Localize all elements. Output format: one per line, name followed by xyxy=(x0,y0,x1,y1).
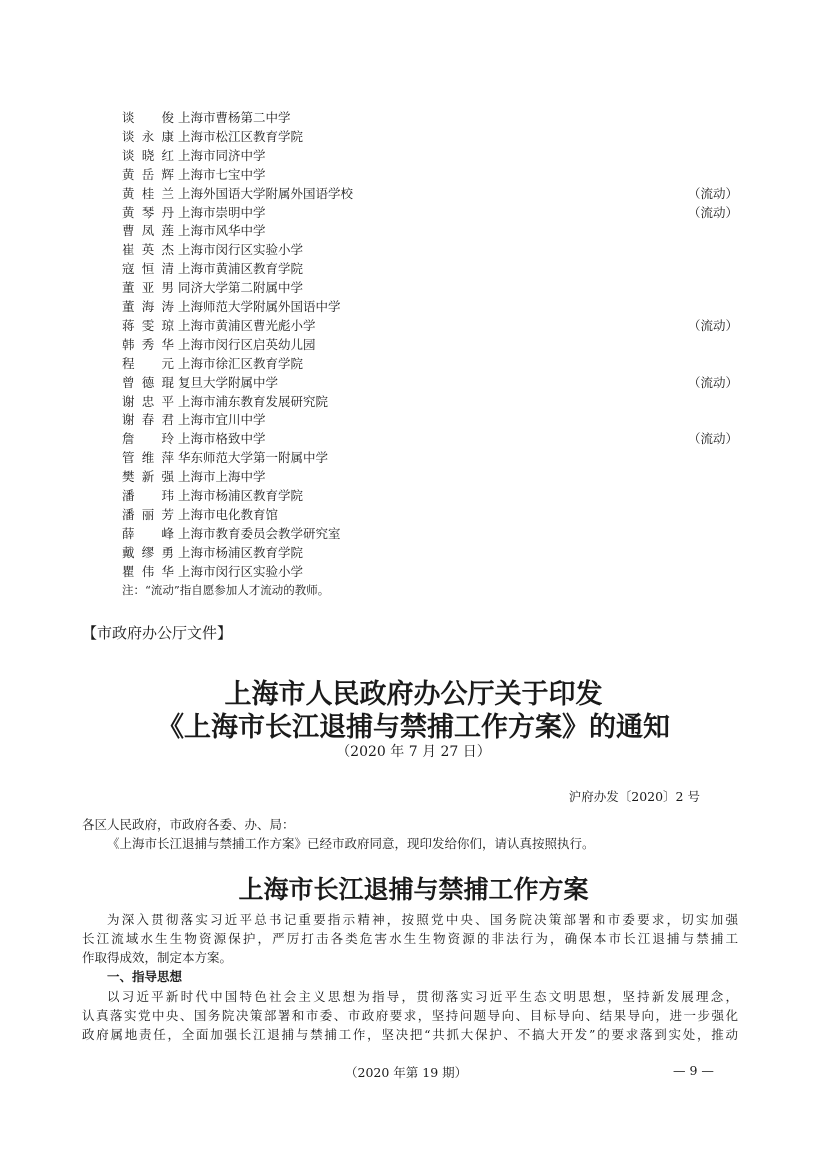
teacher-name: 黄岳辉 xyxy=(122,166,174,182)
school-name: 同济大学第二附属中学 xyxy=(178,280,304,296)
teacher-name: 黄桂兰 xyxy=(122,185,174,201)
school-name: 上海市杨浦区教育学院 xyxy=(178,544,304,560)
notice-title-line1: 上海市人民政府办公厅关于印发 xyxy=(224,679,603,710)
mobility-tag: （流动） xyxy=(687,185,738,201)
roster-row xyxy=(122,467,738,486)
roster-note: 注：“流动”指自愿参加人才流动的教师。 xyxy=(122,583,330,597)
roster-row xyxy=(122,429,738,448)
roster-row xyxy=(122,259,738,278)
para2-line: 认真落实党中央、国务院决策部署和市委、市政府要求，坚持问题导向、目标导向、结果导向，进一步强化 xyxy=(82,1008,738,1023)
para1-line: 作取得成效，制定本方案。 xyxy=(82,950,233,965)
roster-row xyxy=(122,240,738,259)
notice-date: （2020 年 7 月 27 日） xyxy=(336,744,491,760)
school-name: 上海市黄浦区教育学院 xyxy=(178,261,304,277)
teacher-name: 谢春君 xyxy=(122,412,174,428)
school-name: 上海市七宝中学 xyxy=(178,166,266,182)
para1-line: 为深入贯彻落实习近平总书记重要指示精神，按照党中央、国务院决策部署和市委要求，切实加强 xyxy=(107,912,738,927)
school-name: 上海市闵行区实验小学 xyxy=(178,242,304,258)
teacher-name: 谢忠平 xyxy=(122,393,174,409)
teacher-name: 程 元 xyxy=(122,355,174,371)
notice-body: 《上海市长江退捕与禁捕工作方案》已经市政府同意，现印发给你们，请认真按照执行。 xyxy=(107,836,595,851)
school-name: 上海市闵行区启英幼儿园 xyxy=(178,336,316,352)
teacher-name: 谈永康 xyxy=(122,128,174,144)
roster-row xyxy=(122,524,738,543)
school-name: 上海市电化教育馆 xyxy=(178,506,279,522)
teacher-name: 董海涛 xyxy=(122,299,174,314)
school-name: 上海外国语大学附属外国语学校 xyxy=(178,185,354,201)
teacher-name: 瞿伟华 xyxy=(122,563,174,579)
teacher-name: 詹 玲 xyxy=(122,431,174,447)
roster-row xyxy=(122,486,738,505)
section-label: 【市政府办公厅文件】 xyxy=(82,624,233,642)
mobility-tag: （流动） xyxy=(687,317,738,333)
footer-issue: （2020 年第 19 期） xyxy=(345,1065,468,1080)
heading-guiding-ideology: 一、指导思想 xyxy=(107,969,183,984)
salutation: 各区人民政府，市政府各委、办、局： xyxy=(82,817,295,832)
roster-row xyxy=(122,448,738,467)
roster-row xyxy=(122,505,738,524)
school-name: 上海市徐汇区教育学院 xyxy=(178,355,304,371)
roster-row xyxy=(122,165,738,184)
school-name: 上海师范大学附属外国语中学 xyxy=(178,299,341,314)
school-name: 上海市同济中学 xyxy=(178,147,266,163)
school-name: 上海市宜川中学 xyxy=(178,412,266,428)
school-name: 复旦大学附属中学 xyxy=(178,374,279,390)
roster-row xyxy=(122,108,738,127)
school-name: 上海市上海中学 xyxy=(178,469,266,485)
para2-line: 政府属地责任，全面加强长江退捕与禁捕工作，坚决把“共抓大保护、不搞大开发”的要求落到实处，推动 xyxy=(82,1027,738,1042)
teacher-name: 樊新强 xyxy=(122,469,174,485)
roster-row xyxy=(122,543,738,562)
teacher-name: 崔英杰 xyxy=(122,242,174,258)
roster-row xyxy=(122,335,738,354)
school-name: 上海市浦东教育发展研究院 xyxy=(178,393,329,409)
roster-row xyxy=(122,392,738,411)
teacher-name: 黄琴丹 xyxy=(122,204,174,220)
mobility-tag: （流动） xyxy=(687,431,738,447)
plan-title: 上海市长江退捕与禁捕工作方案 xyxy=(238,875,589,904)
para2-line: 以习近平新时代中国特色社会主义思想为指导，贯彻落实习近平生态文明思想，坚持新发展理念， xyxy=(107,989,738,1004)
teacher-name: 韩秀华 xyxy=(122,336,174,352)
roster-row xyxy=(122,203,738,222)
roster-row xyxy=(122,354,738,373)
mobility-tag: （流动） xyxy=(687,374,738,390)
teacher-name: 谈 俊 xyxy=(122,110,174,125)
school-name: 上海市闵行区实验小学 xyxy=(178,563,304,579)
school-name: 上海市教育委员会教学研究室 xyxy=(178,525,341,541)
teacher-name: 潘 玮 xyxy=(122,488,174,503)
school-name: 上海市风华中学 xyxy=(178,223,266,239)
document-number: 沪府办发〔2020〕2 号 xyxy=(568,789,700,804)
teacher-name: 薛 峰 xyxy=(122,525,174,541)
roster-row xyxy=(122,221,738,240)
teacher-name: 曹凤莲 xyxy=(122,223,174,239)
school-name: 上海市崇明中学 xyxy=(178,204,266,220)
notice-title-line2: 《上海市长江退捕与禁捕工作方案》的通知 xyxy=(157,712,670,743)
roster-row xyxy=(122,316,738,335)
roster-row xyxy=(122,297,738,316)
para1-line: 长江流域水生生物资源保护，严厉打击各类危害水生生物资源的非法行为，确保本市长江退捕与禁捕工 xyxy=(82,931,738,946)
page-number: — 9 — xyxy=(673,1063,714,1078)
roster-row xyxy=(122,373,738,392)
roster-row xyxy=(122,184,738,203)
roster-row xyxy=(122,562,738,581)
teacher-name: 管维萍 xyxy=(122,450,174,466)
school-name: 上海市曹杨第二中学 xyxy=(178,110,291,125)
school-name: 华东师范大学第一附属中学 xyxy=(178,450,329,466)
school-name: 上海市松江区教育学院 xyxy=(178,128,304,144)
teacher-name: 戴缪勇 xyxy=(122,544,174,560)
school-name: 上海市格致中学 xyxy=(178,431,266,447)
roster-row xyxy=(122,127,738,146)
school-name: 上海市黄浦区曹光彪小学 xyxy=(178,317,316,333)
mobility-tag: （流动） xyxy=(687,204,738,220)
teacher-name: 蒋雯琼 xyxy=(122,317,174,333)
teacher-name: 潘丽芳 xyxy=(122,506,174,522)
teacher-name: 董亚男 xyxy=(122,280,174,296)
teacher-name: 寇恒清 xyxy=(122,261,174,277)
teacher-name: 曾德琨 xyxy=(122,374,174,390)
roster-row xyxy=(122,146,738,165)
roster-row xyxy=(122,410,738,429)
roster-row xyxy=(122,278,738,297)
teacher-name: 谈晓红 xyxy=(122,147,174,163)
school-name: 上海市杨浦区教育学院 xyxy=(178,488,304,503)
